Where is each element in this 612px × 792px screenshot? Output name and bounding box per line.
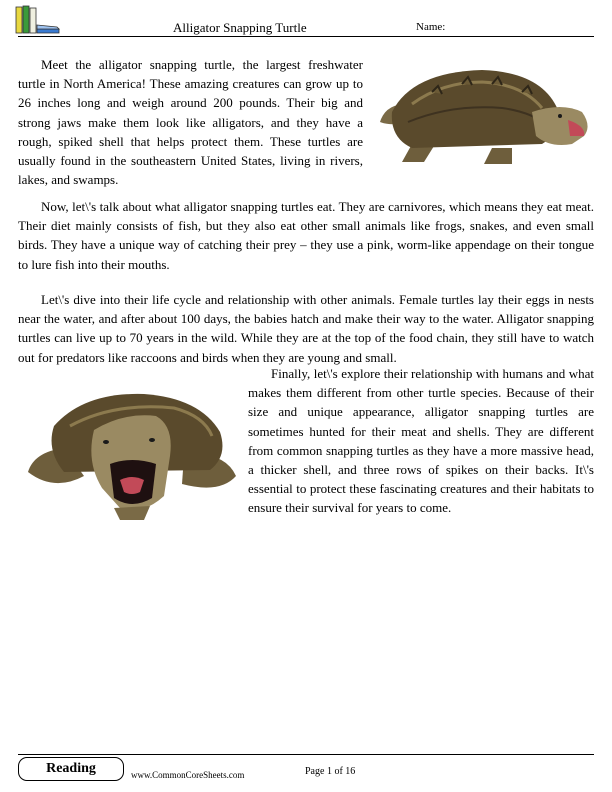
header-divider <box>18 36 594 37</box>
paragraph-life-cycle: Let\'s dive into their life cycle and relationship with other animals. Female turtles lay their eggs in nests near the water, and after about 100 days, the babies hatch and make their way to the water. Alligator snapping turtles can live up to 70 years in the wild. While they are at the top of the food chain, they still have to watch out for predators like raccoons and birds when they are young and small. <box>18 292 594 365</box>
turtle-side-photo <box>372 52 592 168</box>
page-number: Page 1 of 16 <box>305 766 356 777</box>
paragraph-diet: Now, let\'s talk about what alligator snapping turtles eat. They are carnivores, which means they eat meat. Their diet mainly consists of fish, but they also eat other small animals like frogs, snakes, and even small birds. They have a unique way of catching their prey – they use a pink, worm-like appendage on their tongue to lure fish into their mouths. <box>18 199 594 272</box>
footer-divider <box>18 754 594 755</box>
paragraph-humans: Finally, let\'s explore their relationship with humans and what makes them different from other turtle species. Because of their size and unique appearance, alligator snapping turtles are sometimes hunted for their meat and shells. They are different from common snapping turtles as they have a more massive head, a thicker shell, and three rows of spikes on their backs. It\'s essential to protect these fascinating creatures and their habitats to ensure their survival for years to come. <box>248 366 594 516</box>
worksheet-title: Alligator Snapping Turtle <box>173 20 307 35</box>
name-label: Name: <box>416 21 446 33</box>
books-icon <box>15 5 61 35</box>
paragraph-intro: Meet the alligator snapping turtle, the largest freshwater turtle in North America! These amazing creatures can grow up to 26 inches long and weigh around 200 pounds. Their big and strong jaws make them look like alligators, and they have a rough, spiked shell that helps protect them. These turtles are usually found in the southeastern United States, living in rivers, lakes, and swamps. <box>18 57 363 188</box>
turtle-front-photo <box>24 386 240 522</box>
site-url[interactable]: www.CommonCoreSheets.com <box>131 770 245 780</box>
subject-badge: Reading <box>18 757 124 781</box>
